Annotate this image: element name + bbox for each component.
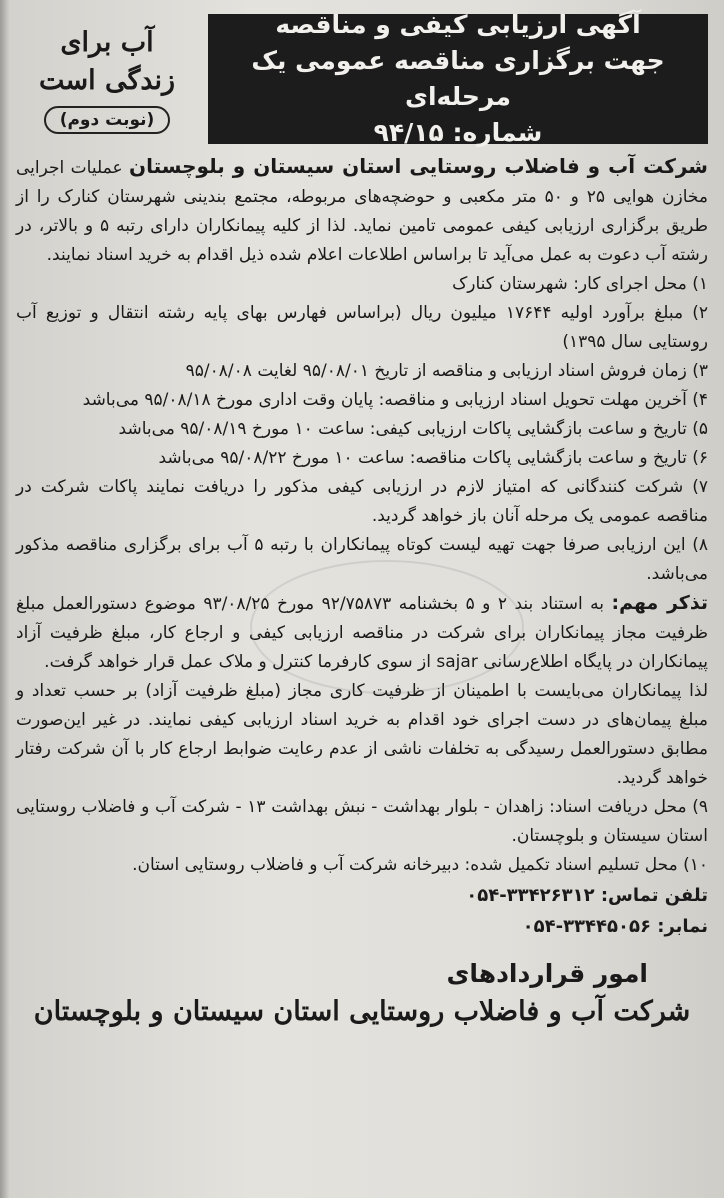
note-head: تذکر مهم: xyxy=(611,592,708,614)
scan-edge xyxy=(0,0,10,1198)
item-8: ۸) این ارزیابی صرفا جهت تهیه لیست کوتاه پیمانکاران با رتبه ۵ آب برای برگزاری مناقصه مذکور می‌باشد. xyxy=(16,535,709,584)
item-7: ۷) شرکت کنندگانی که امتیاز لازم در ارزیابی کیفی مذکور را دریافت نمایند پاکات شرکت در مناقصه عمومی یک مرحله آنان باز خواهد گردید. xyxy=(16,477,708,526)
announcement-body xyxy=(16,152,708,942)
header xyxy=(16,10,708,147)
title-box xyxy=(208,10,708,147)
item-10: ۱۰) محل تسلیم اسناد تکمیل شده: دبیرخانه شرکت آب و فاضلاب روستایی استان. xyxy=(132,855,708,875)
phone-row xyxy=(16,880,708,911)
note-text-1: به استناد بند ۲ و ۵ بخشنامه ۹۲/۷۵۸۷۳ مورخ ۹۳/۰۸/۲۵ موضوع دستورالعمل مبلغ ظرفیت مجاز پیمانکاران برای شرکت در مناقصه ارزیابی کیفی و ارجاع کار، مبلغ ظرفیت آزاد پیمانکاران در پایگاه اطلاع‌رسانی sajar از سوی کارفرما کنترل و ملاک عمل قرار خواهد گرفت. xyxy=(16,594,708,672)
slogan-line-1: آب برای xyxy=(60,27,154,58)
title-line-2: جهت برگزاری مناقصه عمومی یک مرحله‌ای xyxy=(251,46,665,111)
item-3: ۳) زمان فروش اسناد ارزیابی و مناقصه از تاریخ ۹۵/۰۸/۰۱ لغایت ۹۵/۰۸/۰۸ xyxy=(185,361,708,381)
phone-value: ۰۵۴-۳۳۴۲۶۳۱۲ xyxy=(466,885,595,906)
note-text-2: لذا پیمانکاران می‌بایست با اطمینان از ظرفیت کاری مجاز (مبلغ ظرفیت آزاد) بر حسب تعداد و مبلغ پیمان‌های در دست اجرای خود اقدام به خرید اسناد ارزیابی کیفی نمایند. در غیر این‌صورت مطابق دستورالعمل رسیدگی به تخلفات ناشی از عدم رعایت ضوابط ارجاع کار با آن شرکت رفتار خواهد گردید. xyxy=(16,681,708,788)
phone-label: تلفن تماس: xyxy=(600,885,708,906)
item-6: ۶) تاریخ و ساعت بازگشایی پاکات مناقصه: ساعت ۱۰ مورخ ۹۵/۰۸/۲۲ می‌باشد xyxy=(158,448,708,468)
item-1: ۱) محل اجرای کار: شهرستان کنارک xyxy=(452,274,708,294)
round-badge: (نوبت دوم) xyxy=(44,106,171,134)
slogan-line-2: زندگی است xyxy=(38,65,176,96)
item-5: ۵) تاریخ و ساعت بازگشایی پاکات ارزیابی کیفی: ساعت ۱۰ مورخ ۹۵/۰۸/۱۹ می‌باشد xyxy=(118,419,708,439)
item-2: ۲) مبلغ برآورد اولیه ۱۷۶۴۴ میلیون ریال (براساس فهارس بهای پایه رشته انتقال و توزیع آب روستایی سال ۱۳۹۵) xyxy=(16,303,708,352)
fax-row xyxy=(16,911,708,942)
important-note xyxy=(16,589,708,677)
item-4: ۴) آخرین مهلت تحویل اسناد ارزیابی و مناقصه: پایان وقت اداری مورخ ۹۵/۰۸/۱۸ می‌باشد xyxy=(82,390,708,410)
intro-text: عملیات اجرایی مخازن هوایی ۲۵ و ۵۰ متر مکعبی و حوضچه‌های مربوطه، مجتمع بندینی شهرستان کنارک را از طریق برگزاری ارزیابی کیفی عمومی تامین نماید. لذا از کلیه پیمانکاران دارای رتبه ۵ و بالاتر، در رشته آب دعوت به عمل می‌آید تا براساس اطلاعات اعلام شده ذیل اقدام به خرید اسناد نمایند. xyxy=(16,158,708,265)
signature-block xyxy=(16,956,708,1032)
signature-company: شرکت آب و فاضلاب روستایی استان سیستان و بلوچستان xyxy=(33,996,691,1027)
company-name: شرکت آب و فاضلاب روستایی استان سیستان و بلوچستان xyxy=(129,154,708,178)
item-9: ۹) محل دریافت اسناد: زاهدان - بلوار بهداشت - نبش بهداشت ۱۳ - شرکت آب و فاضلاب روستایی استان سیستان و بلوچستان. xyxy=(16,797,708,846)
fax-label: نمابر: xyxy=(657,916,708,937)
signature-dept: امور قراردادهای xyxy=(446,959,648,988)
title-line-3: شماره: ۹۴/۱۵ xyxy=(373,118,543,147)
slogan-box xyxy=(16,14,198,144)
title-line-1: آگهی ارزیابی کیفی و مناقصه xyxy=(275,10,641,39)
intro-paragraph xyxy=(16,152,708,270)
fax-value: ۰۵۴-۳۳۴۴۵۰۵۶ xyxy=(522,916,651,937)
contact-block xyxy=(16,880,708,942)
